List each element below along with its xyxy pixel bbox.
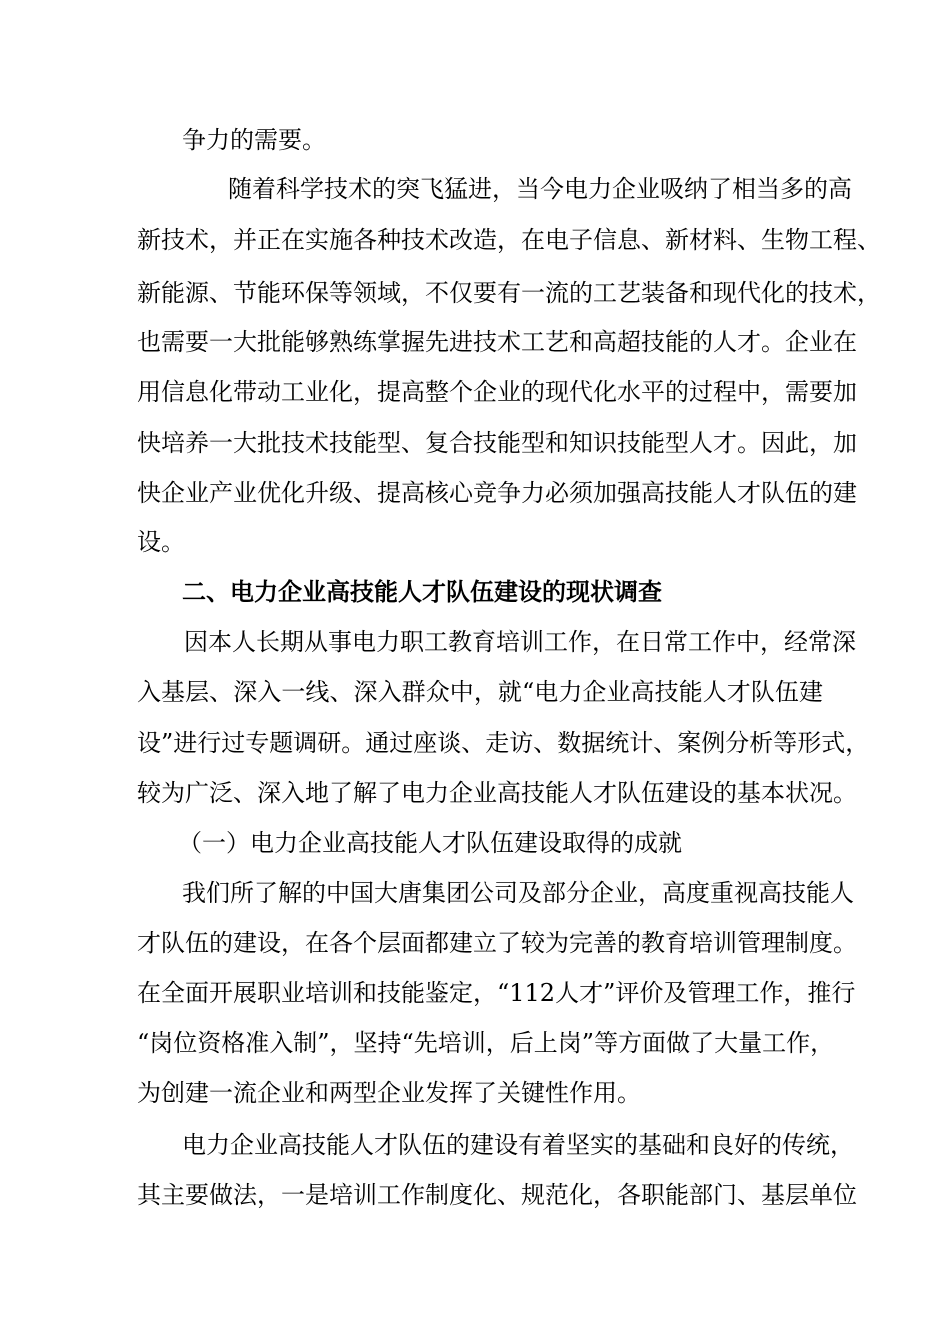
text-line-3: 新技术，并正在实施各种技术改造，在电子信息、新材料、生物工程、 xyxy=(137,226,881,254)
text-line-8: 快企业产业优化升级、提高核心竞争力必须加强高技能人才队伍的建 xyxy=(137,479,857,507)
text-line-16: 我们所了解的中国大唐集团公司及部分企业，高度重视高技能人 xyxy=(182,879,854,907)
subsection-heading: （一）电力企业高技能人才队伍建设取得的成就 xyxy=(178,829,682,857)
text-line-4: 新能源、节能环保等领域，不仅要有一流的工艺装备和现代化的技术， xyxy=(137,279,881,307)
text-line-9: 设。 xyxy=(137,528,185,556)
text-line-19: “岗位资格准入制”，坚持“先培训，后上岗”等方面做了大量工作， xyxy=(137,1029,835,1057)
text-line-12: 入基层、深入一线、深入群众中，就“电力企业高技能人才队伍建 xyxy=(137,678,823,706)
text-line-21: 电力企业高技能人才队伍的建设有着坚实的基础和良好的传统， xyxy=(182,1131,854,1159)
text-line-13: 设”进行过专题调研。通过座谈、走访、数据统计、案例分析等形式， xyxy=(137,729,870,757)
text-line-7: 快培养一大批技术技能型、复合技能型和知识技能型人才。因此，加 xyxy=(137,429,857,457)
text-line-20: 为创建一流企业和两型企业发挥了关键性作用。 xyxy=(137,1079,641,1107)
text-line-17: 才队伍的建设，在各个层面都建立了较为完善的教育培训管理制度。 xyxy=(137,929,857,957)
text-line-22: 其主要做法，一是培训工作制度化、规范化，各职能部门、基层单位 xyxy=(137,1181,857,1209)
text-line-5: 也需要一大批能够熟练掌握先进技术工艺和高超技能的人才。企业在 xyxy=(137,328,857,356)
text-line-18: 在全面开展职业培训和技能鉴定，“112人才”评价及管理工作，推行 xyxy=(137,979,856,1007)
section-heading: 二、电力企业高技能人才队伍建设的现状调查 xyxy=(182,577,662,606)
text-line-11: 因本人长期从事电力职工教育培训工作，在日常工作中，经常深 xyxy=(184,628,856,656)
text-line-1: 争力的需要。 xyxy=(182,126,326,154)
text-line-6: 用信息化带动工业化，提高整个企业的现代化水平的过程中，需要加 xyxy=(137,378,857,406)
text-line-2: 随着科学技术的突飞猛进，当今电力企业吸纳了相当多的高 xyxy=(228,175,852,203)
text-line-14: 较为广泛、深入地了解了电力企业高技能人才队伍建设的基本状况。 xyxy=(137,779,857,807)
